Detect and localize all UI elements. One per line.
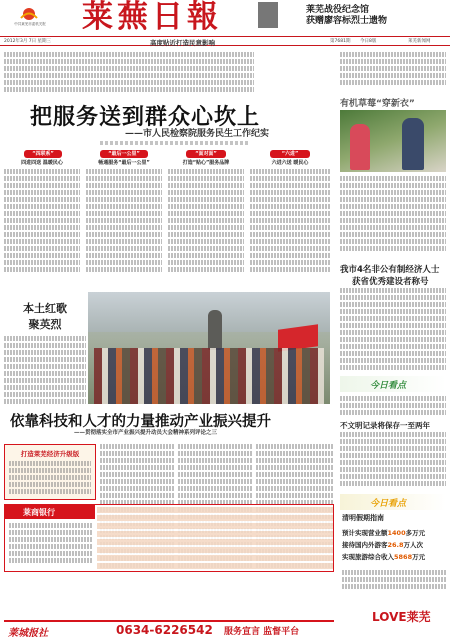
emblem-caption: 中共莱芜市委机关报 xyxy=(14,22,46,26)
stat-row-3 xyxy=(342,552,425,561)
footer-logo-text: 莱城报社 xyxy=(8,628,48,639)
statue-figure xyxy=(208,310,222,350)
lead-intro-text xyxy=(4,52,254,94)
footer-service: 服务宣言 监督平台 xyxy=(224,627,300,637)
lead-tag-4: “六进” xyxy=(270,150,310,158)
lead-subtag-2: 畅通服务“最后一公里” xyxy=(98,160,150,166)
focus-title: 今日看点 xyxy=(370,381,407,391)
stat-row-1 xyxy=(342,528,425,537)
lead-tag-1: “四联系” xyxy=(24,150,62,158)
love-brand-text: LOVE莱芜 xyxy=(372,610,431,624)
holiday-banner xyxy=(340,494,446,510)
second-subhead: ——贯彻落实全市产业振兴提升动员大会精神系列评论之三 xyxy=(74,430,218,436)
feature-text xyxy=(340,176,446,258)
footer-phone: 0634-6226542 xyxy=(116,623,213,637)
focus-text xyxy=(340,396,446,420)
news-thumb xyxy=(258,2,278,28)
lead-columns xyxy=(4,150,330,290)
right-news-text xyxy=(340,288,446,372)
top-news-title-2: 获赠廖容标烈士遗物 xyxy=(306,16,388,26)
strawberry-photo xyxy=(340,110,446,172)
lead-tag-2: “最后一公里” xyxy=(100,150,148,158)
lead-headline: 把服务送到群众心坎上 xyxy=(30,105,261,130)
stat2-unit: 万人次 xyxy=(403,541,424,549)
stat2-value: 26.8 xyxy=(387,541,404,549)
focus-subtitle: 不文明记录将保存一至两年 xyxy=(340,421,430,430)
left-ad-box xyxy=(4,444,96,500)
main-photo xyxy=(88,292,330,404)
date-bar xyxy=(0,36,450,46)
site-name: 莱芜新闻网 xyxy=(408,39,431,44)
newspaper-emblem-icon xyxy=(18,6,40,20)
photo-caption-2: 聚英烈 xyxy=(28,318,62,331)
bank-header xyxy=(5,505,95,519)
stat-title: 清明假期指南 xyxy=(342,514,384,522)
bank-name: 莱商银行 xyxy=(23,508,55,517)
lead-subtag-1: 四进四送 温暖民心 xyxy=(21,160,63,166)
masthead-title: 莱蕪日報 xyxy=(82,0,222,35)
feature-title: 有机草莓“穿新衣” xyxy=(340,99,415,109)
bank-ad xyxy=(4,504,334,572)
stat3-label: 实现旅游综合收入 xyxy=(342,553,394,561)
holiday-banner-title: 今日看点 xyxy=(370,499,407,509)
pages-count: 今日8版 xyxy=(360,39,377,44)
right-news-title-1: 我市4名非公有制经济人士 xyxy=(340,265,440,275)
stat-footnote xyxy=(342,570,446,600)
stat1-unit: 多万元 xyxy=(405,529,426,537)
photo-caption-box xyxy=(4,300,86,404)
second-headline: 依靠科技和人才的力量推动产业振兴提升 xyxy=(10,414,271,430)
stat1-label: 预计实现营业额 xyxy=(342,529,388,537)
footer-bar xyxy=(0,600,450,640)
stat3-unit: 万元 xyxy=(412,553,426,561)
lead-subtag-3: 打造“贴心”服务品牌 xyxy=(182,160,230,166)
top-right-text xyxy=(340,52,446,92)
slogan: 高度贴近打造民意影响 xyxy=(150,39,215,47)
crowd xyxy=(94,348,324,404)
date-line: 2012年3月 7日 星期三 xyxy=(4,39,52,44)
lead-subhead: ——市人民检察院服务民生工作纪实 xyxy=(125,129,270,139)
today-focus-banner xyxy=(340,376,446,392)
lead-tag-3: “面对面” xyxy=(186,150,226,158)
issue-number: 第7681期 xyxy=(330,39,351,44)
bank-table xyxy=(97,507,333,569)
stat-row-2 xyxy=(342,540,423,549)
stat3-value: 5868 xyxy=(394,553,413,561)
focus-body xyxy=(340,432,446,488)
stat2-label: 接待国内外游客 xyxy=(342,541,388,549)
lead-byline xyxy=(100,141,250,145)
photo-caption-1: 本土红歌 xyxy=(23,302,67,315)
love-laiwu-logo xyxy=(372,608,446,636)
top-right-news xyxy=(258,2,446,30)
lead-subtag-4: 六进六送 暖民心 xyxy=(271,160,309,166)
stat1-value: 1400 xyxy=(387,529,406,537)
footer-left xyxy=(4,620,334,638)
top-news-title-1: 莱芜战役纪念馆 xyxy=(306,5,370,15)
right-news-title-2: 获省优秀建设者称号 xyxy=(352,277,429,287)
ad-title: 打造莱芜经济升级版 xyxy=(20,450,80,458)
